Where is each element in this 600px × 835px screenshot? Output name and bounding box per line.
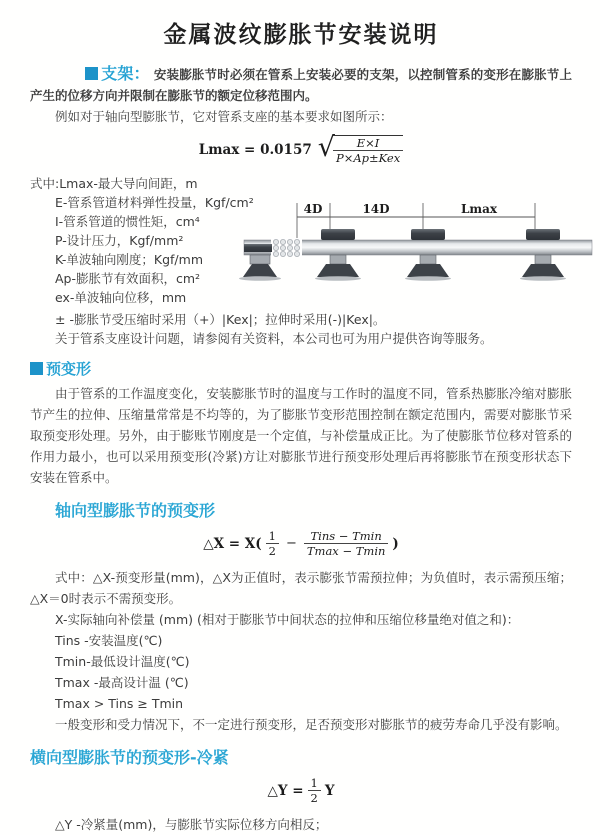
dimension-label-4d: 4D	[303, 201, 323, 216]
predeform-section-header	[30, 358, 572, 379]
lateral-note: △Y -冷紧量(mm)，与膨胀节实际位移方向相反；	[55, 816, 328, 832]
definition-line: E-管系管道材料弹性投量，Kgf/cm²	[55, 194, 254, 210]
predeform-section-label: 预变形	[46, 359, 92, 378]
formula-lateral-fraction	[308, 776, 321, 806]
temp-line: Tins -安装温度(℃)	[55, 632, 163, 648]
formula-lmax	[30, 132, 572, 166]
definition-line: 式中:Lmax-最大导向间距，m	[30, 175, 198, 191]
formula-lmax-radical	[317, 132, 403, 166]
blue-square-icon	[30, 362, 43, 375]
definition-line: ex-单波轴向位移，mm	[55, 289, 187, 305]
temp-numerator: Tins − Tmin	[310, 528, 382, 543]
support-section-header	[85, 64, 150, 83]
half-denominator: 2	[266, 543, 279, 558]
formula-lmax-fraction	[333, 135, 403, 166]
lateral-predeform-header: 横向型膨胀节的预变形-冷紧	[30, 747, 229, 767]
axial-predeform-header: 轴向型膨胀节的预变形	[55, 500, 216, 520]
page-title: 金属波纹膨胀节安装说明	[163, 22, 439, 48]
formula-lateral-coldpull	[30, 776, 572, 806]
definition-line: I-管系管道的惯性矩，cm⁴	[55, 213, 200, 229]
formula-lateral-lhs: △Y =	[267, 782, 304, 799]
pipe-support-diagram-svg	[240, 198, 596, 284]
definition-line: K-单波轴向刚度；Kgf/mm	[55, 251, 203, 267]
definitions-and-diagram	[30, 174, 572, 310]
dimension-label-14d: 14D	[362, 201, 390, 216]
formula-lmax-numerator: E×I	[356, 136, 380, 150]
support-example-line: 例如对于轴向型膨胀节，它对管系支座的基本要求如图所示：	[55, 109, 393, 124]
formula-axial-predeform	[30, 529, 572, 559]
axial-note: 一般变形和受力情况下，不一定进行预变形，足否预变形对膨胀节的疲劳寿命几乎没有影响。	[55, 716, 568, 732]
predeform-paragraph: 由于管系的工作温度变化，安装膨胀节时的温度与工作时的温度不同，管系热膨胀冷缩对膨胀节产生的拉伸、压缩量常常是不均等的，为了膨胀节变形范围控制在额定范围内，需要对膨胀节采取预变形处理。另外，由于膨账节刚度是一个定值，与补偿量成正比。为了使膨胀节位移对管系的作用力最小，也可以采用预变形(冷紧)方让对膨胀节进行预变形处理后再将膨胀节在预变形状态下安装在管系中。	[30, 385, 572, 485]
bellows-icon	[271, 238, 302, 257]
temperature-definitions	[30, 630, 572, 714]
temp-line: Tmin-最低设计温度(℃)	[55, 653, 190, 669]
formula-axial-rhs: )	[392, 535, 399, 552]
axial-explain: 式中：△X-预变形量(mm)，△X为正值时，表示膨张节需预拉伸；为负值时，表示需预压缩；△X＝0时表示不需预变形。	[30, 569, 572, 606]
definition-line-plus-minus: ± -膨胀节受压缩时采用（+）|Kex|；拉伸时采用(-)|Kex|。	[55, 311, 386, 327]
axial-x-definition: X-实际轴向补偿量 (mm) (相对于膨胀节中间状态的拉伸和压缩位移量绝对值之和)：	[55, 611, 520, 627]
dimension-label-lmax: Lmax	[460, 201, 498, 216]
temp-denominator: Tmax − Tmin	[304, 543, 389, 558]
support-note: 关于管系支座设计问题，请参阅有关资料，本公司也可为用户提供咨询等服务。	[55, 330, 493, 346]
formula-lmax-lhs: Lmax = 0.0157	[198, 142, 312, 159]
lateral-denominator: 2	[308, 790, 321, 805]
formula-axial-lhs: △X = X(	[203, 535, 262, 552]
half-numerator: 1	[268, 528, 276, 543]
temp-line: Tmax > Tins ≥ Tmin	[55, 695, 184, 711]
support-section-label: 支架：	[101, 64, 150, 83]
radical-icon: √	[317, 132, 335, 163]
formula-lmax-denominator: P×Ap±Kex	[333, 150, 403, 165]
minus-operator: −	[285, 536, 297, 552]
formula-axial-half-fraction	[266, 529, 279, 559]
formula-axial-temp-fraction	[304, 529, 389, 559]
lateral-numerator: 1	[310, 775, 318, 790]
pipe-support-diagram	[240, 198, 596, 284]
blue-square-icon	[85, 67, 98, 80]
definition-line: P-设计压力，Kgf/mm²	[55, 232, 184, 248]
support-intro-text: 安装膨胀节时必须在管系上安装必要的支架，以控制管系的变形在膨胀节上产生的位移方向并限制在膨胀节的额定位移范围内。	[30, 67, 572, 103]
support-intro-paragraph	[30, 63, 572, 106]
temp-line: Tmax -最高设计温 (℃)	[55, 674, 189, 690]
formula-lateral-rhs: Y	[324, 782, 335, 799]
definition-line: Ap-膨胀节有效面积，cm²	[55, 270, 201, 286]
